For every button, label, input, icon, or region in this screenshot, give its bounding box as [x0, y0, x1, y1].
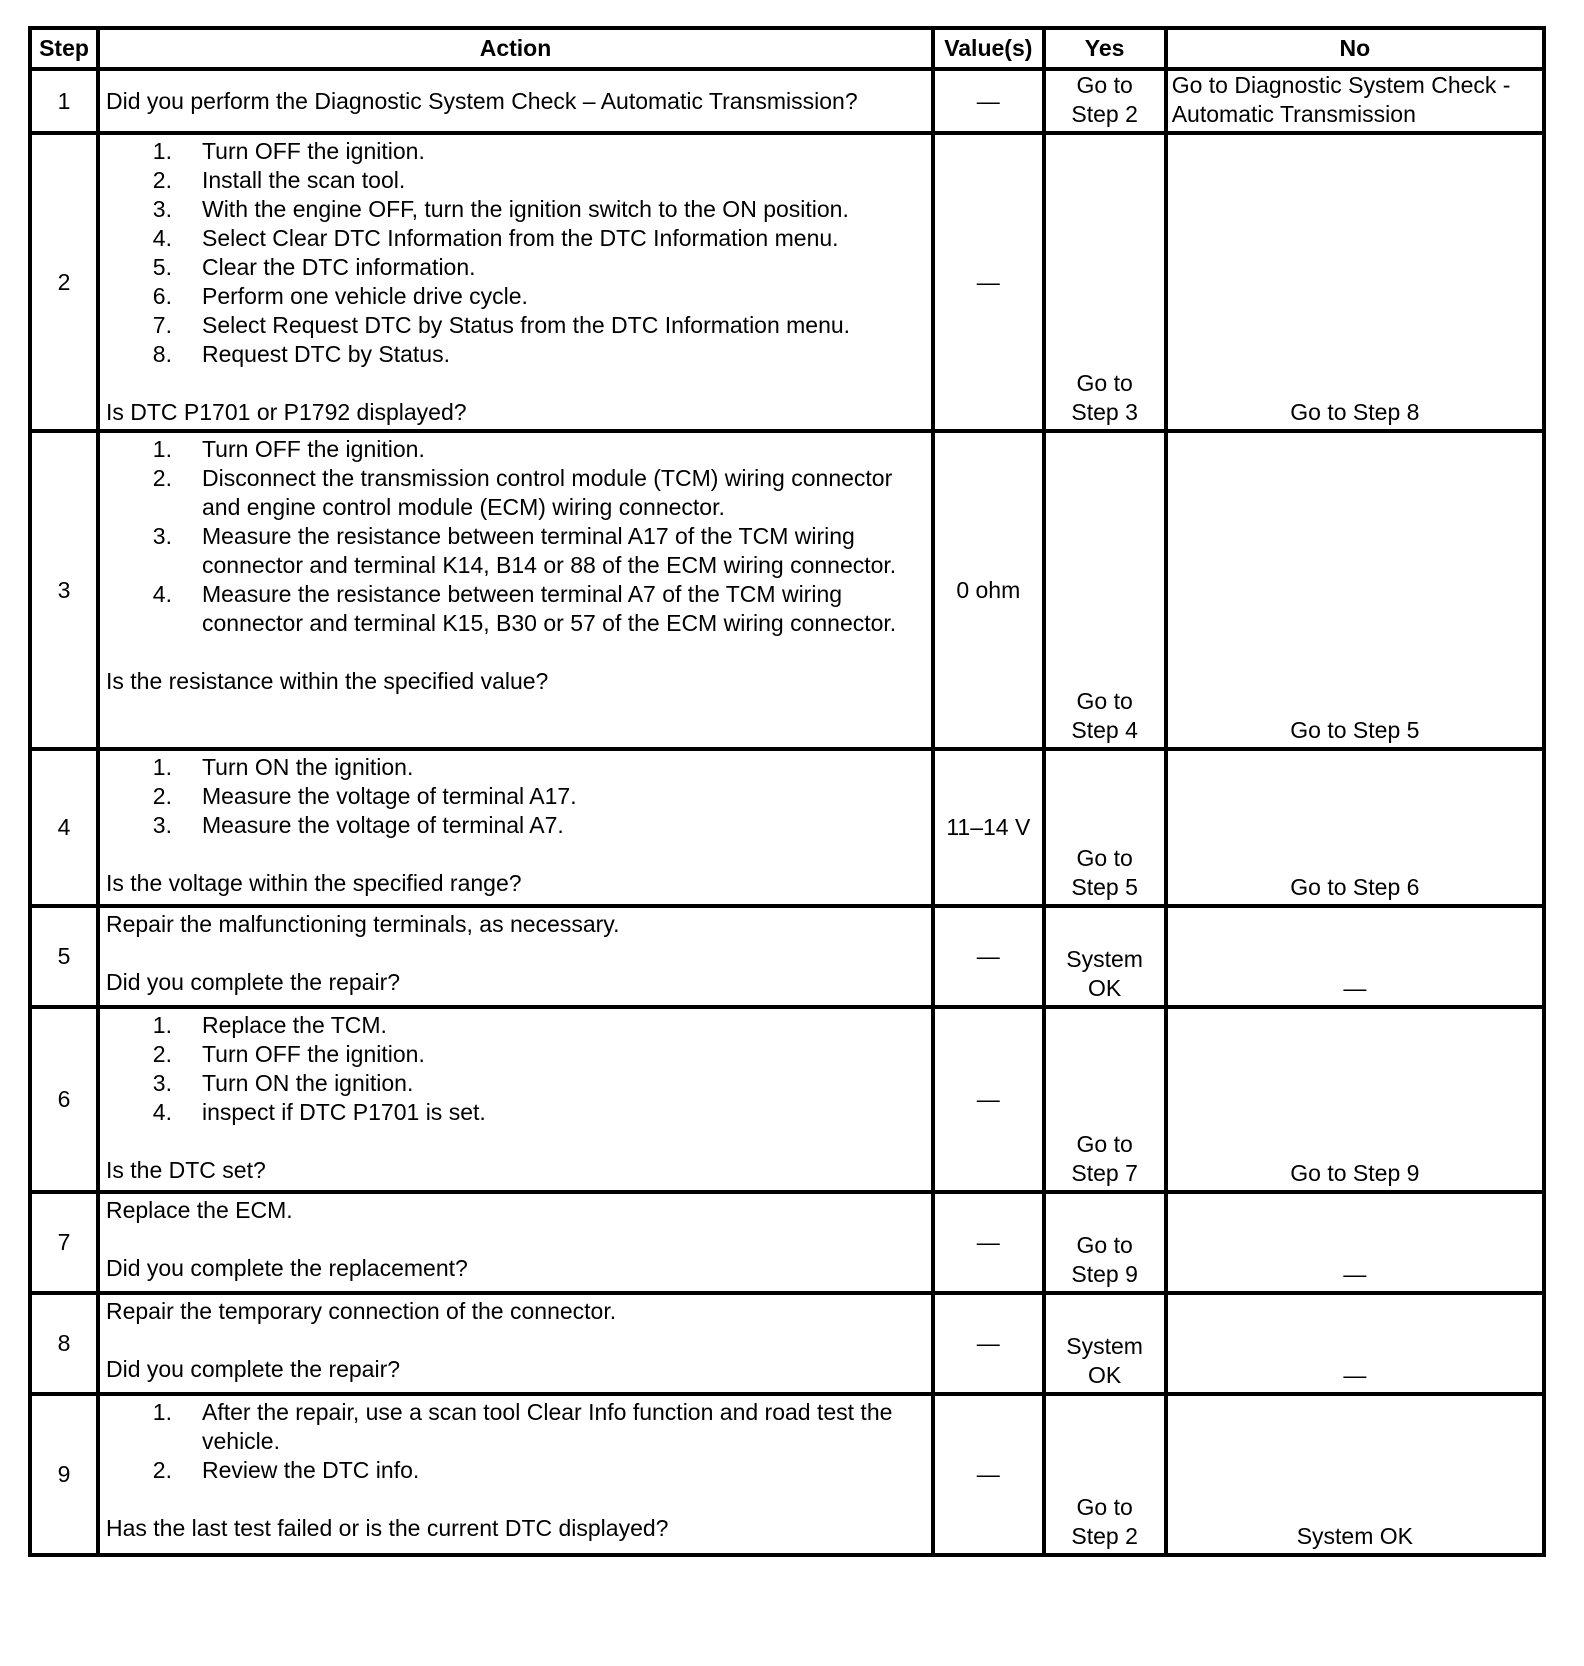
- list-item-text: Turn OFF the ignition.: [201, 436, 425, 462]
- action-question: Did you complete the replacement?: [105, 1255, 468, 1281]
- table-row: [30, 1394, 1544, 1555]
- action-cell: [98, 906, 933, 1007]
- yes-outcome-line: Step 5: [1071, 874, 1138, 900]
- no-outcome: System OK: [1166, 1394, 1544, 1555]
- list-item-text: Measure the resistance between terminal A17 of the TCM wiring connector and terminal K14, B14 or 88 of the ECM wiring connector.: [201, 523, 897, 578]
- list-item-text: Disconnect the transmission control module (TCM) wiring connector and engine control module (ECM) wiring connector.: [201, 465, 893, 520]
- action-question: Did you complete the repair?: [105, 1356, 401, 1382]
- yes-outcome: [1044, 1293, 1166, 1394]
- yes-outcome: [1044, 1007, 1166, 1192]
- action-steps-list: [106, 1398, 927, 1485]
- action-instruction: Repair the malfunctioning terminals, as necessary.: [105, 911, 620, 937]
- action-cell: [98, 69, 933, 133]
- action-instruction: Replace the ECM.: [105, 1197, 293, 1223]
- yes-outcome-line: OK: [1088, 975, 1122, 1001]
- list-item-number: 2.: [152, 1457, 172, 1483]
- list-item: [106, 1456, 927, 1485]
- list-item-number: 4.: [152, 1099, 172, 1125]
- action-spacer: [106, 1127, 927, 1156]
- list-item: [106, 753, 927, 782]
- list-item-number: 1.: [152, 754, 172, 780]
- list-item: [106, 166, 927, 195]
- action-question: Has the last test failed or is the current DTC displayed?: [105, 1515, 669, 1541]
- step-number: 5: [30, 906, 98, 1007]
- action-steps-list: [106, 753, 927, 840]
- diagnostic-table: [28, 26, 1546, 1557]
- list-item-text: Select Clear DTC Information from the DTC Information menu.: [201, 225, 839, 251]
- list-item: [106, 282, 927, 311]
- list-item-text: Install the scan tool.: [201, 167, 406, 193]
- action-cell: [98, 431, 933, 749]
- list-item-text: Replace the TCM.: [201, 1012, 387, 1038]
- header-step: Step: [30, 28, 98, 69]
- step-number: 3: [30, 431, 98, 749]
- list-item-text: Perform one vehicle drive cycle.: [201, 283, 528, 309]
- table-row: [30, 1192, 1544, 1293]
- table-body: [30, 69, 1544, 1555]
- action-spacer: [106, 1326, 927, 1355]
- list-item-number: 1.: [152, 1399, 172, 1425]
- list-item: [106, 224, 927, 253]
- no-outcome: —: [1166, 1293, 1544, 1394]
- list-item-text: Turn ON the ignition.: [201, 1070, 414, 1096]
- header-action: Action: [98, 28, 933, 69]
- list-item-number: 8.: [152, 341, 172, 367]
- table-row: [30, 69, 1544, 133]
- action-question: Is the resistance within the specified value?: [105, 668, 549, 694]
- list-item-number: 4.: [152, 225, 172, 251]
- list-item-number: 3.: [152, 812, 172, 838]
- header-values: Value(s): [933, 28, 1043, 69]
- value-cell: —: [933, 69, 1043, 133]
- list-item: [106, 1398, 927, 1456]
- step-number: 6: [30, 1007, 98, 1192]
- list-item-text: Review the DTC info.: [201, 1457, 420, 1483]
- value-cell: —: [933, 1293, 1043, 1394]
- yes-outcome-line: System: [1066, 1333, 1143, 1359]
- action-cell: [98, 1192, 933, 1293]
- yes-outcome: [1044, 133, 1166, 431]
- list-item: [106, 137, 927, 166]
- list-item: [106, 435, 927, 464]
- action-spacer: [106, 638, 927, 667]
- value-cell: —: [933, 1192, 1043, 1293]
- list-item-number: 1.: [152, 1012, 172, 1038]
- step-number: 8: [30, 1293, 98, 1394]
- step-number: 2: [30, 133, 98, 431]
- action-cell: [98, 749, 933, 906]
- list-item-number: 4.: [152, 581, 172, 607]
- list-item: [106, 311, 927, 340]
- yes-outcome-line: System: [1066, 946, 1143, 972]
- no-outcome: Go to Diagnostic System Check - Automatic Transmission: [1166, 69, 1544, 133]
- list-item-text: Request DTC by Status.: [201, 341, 450, 367]
- list-item-number: 1.: [152, 138, 172, 164]
- yes-outcome-line: Step 7: [1071, 1160, 1138, 1186]
- list-item-number: 3.: [152, 523, 172, 549]
- list-item: [106, 580, 927, 638]
- yes-outcome-line: OK: [1088, 1362, 1122, 1388]
- list-item-text: Measure the voltage of terminal A7.: [201, 812, 564, 838]
- value-cell: —: [933, 906, 1043, 1007]
- action-spacer: [106, 939, 927, 968]
- yes-outcome-line: Go to: [1076, 1131, 1133, 1157]
- yes-outcome-line: Go to: [1076, 688, 1133, 714]
- list-item: [106, 811, 927, 840]
- value-cell: 11–14 V: [933, 749, 1043, 906]
- no-outcome: Go to Step 6: [1166, 749, 1544, 906]
- step-number: 9: [30, 1394, 98, 1555]
- list-item-text: Measure the voltage of terminal A17.: [201, 783, 577, 809]
- list-item: [106, 1011, 927, 1040]
- yes-outcome-line: Step 2: [1071, 101, 1138, 127]
- action-question: Did you perform the Diagnostic System Check – Automatic Transmission?: [105, 87, 858, 114]
- action-spacer: [106, 369, 927, 398]
- value-cell: 0 ohm: [933, 431, 1043, 749]
- no-outcome: Go to Step 5: [1166, 431, 1544, 749]
- yes-outcome-line: Go to: [1076, 72, 1133, 98]
- list-item: [106, 340, 927, 369]
- action-cell: [98, 1293, 933, 1394]
- list-item-number: 1.: [152, 436, 172, 462]
- step-number: 1: [30, 69, 98, 133]
- yes-outcome-line: Go to: [1076, 1494, 1133, 1520]
- list-item-number: 5.: [152, 254, 172, 280]
- list-item: [106, 1040, 927, 1069]
- header-row: [30, 28, 1544, 69]
- yes-outcome: [1044, 1394, 1166, 1555]
- table-row: [30, 906, 1544, 1007]
- step-number: 4: [30, 749, 98, 906]
- list-item: [106, 253, 927, 282]
- action-cell: [98, 1394, 933, 1555]
- action-question: Is the DTC set?: [105, 1157, 266, 1183]
- yes-outcome-line: Step 9: [1071, 1261, 1138, 1287]
- action-question: Is DTC P1701 or P1792 displayed?: [105, 399, 467, 425]
- list-item-number: 2.: [152, 167, 172, 193]
- yes-outcome: [1044, 749, 1166, 906]
- yes-outcome-line: Step 2: [1071, 1523, 1138, 1549]
- action-steps-list: [106, 435, 927, 638]
- list-item: [106, 1069, 927, 1098]
- list-item-number: 6.: [152, 283, 172, 309]
- value-cell: —: [933, 1394, 1043, 1555]
- action-spacer: [106, 1225, 927, 1254]
- action-spacer: [106, 1485, 927, 1514]
- yes-outcome: [1044, 1192, 1166, 1293]
- list-item-number: 2.: [152, 1041, 172, 1067]
- list-item: [106, 464, 927, 522]
- no-outcome: Go to Step 8: [1166, 133, 1544, 431]
- table-row: [30, 749, 1544, 906]
- list-item: [106, 1098, 927, 1127]
- action-steps-list: [106, 1011, 927, 1127]
- action-cell: [98, 133, 933, 431]
- yes-outcome: [1044, 906, 1166, 1007]
- list-item-number: 2.: [152, 783, 172, 809]
- table-row: [30, 431, 1544, 749]
- list-item-text: With the engine OFF, turn the ignition switch to the ON position.: [201, 196, 849, 222]
- action-question: Is the voltage within the specified range?: [105, 870, 522, 896]
- no-outcome: —: [1166, 1192, 1544, 1293]
- list-item-number: 2.: [152, 465, 172, 491]
- header-no: No: [1166, 28, 1544, 69]
- list-item-number: 3.: [152, 1070, 172, 1096]
- table-row: [30, 1293, 1544, 1394]
- yes-outcome-line: Go to: [1076, 1232, 1133, 1258]
- yes-outcome-line: Step 4: [1071, 717, 1138, 743]
- header-yes: Yes: [1044, 28, 1166, 69]
- list-item-text: Turn ON the ignition.: [201, 754, 414, 780]
- action-cell: [98, 1007, 933, 1192]
- action-steps-list: [106, 137, 927, 369]
- no-outcome: —: [1166, 906, 1544, 1007]
- action-question: Did you complete the repair?: [105, 969, 401, 995]
- list-item-text: After the repair, use a scan tool Clear Info function and road test the vehicle.: [201, 1399, 893, 1454]
- list-item: [106, 782, 927, 811]
- list-item: [106, 522, 927, 580]
- list-item-number: 7.: [152, 312, 172, 338]
- action-spacer: [106, 840, 927, 869]
- list-item-text: Measure the resistance between terminal A7 of the TCM wiring connector and terminal K15, B30 or 57 of the ECM wiring connector.: [201, 581, 897, 636]
- step-number: 7: [30, 1192, 98, 1293]
- value-cell: —: [933, 1007, 1043, 1192]
- table-row: [30, 133, 1544, 431]
- yes-outcome-line: Go to: [1076, 370, 1133, 396]
- yes-outcome: [1044, 431, 1166, 749]
- list-item-number: 3.: [152, 196, 172, 222]
- value-cell: —: [933, 133, 1043, 431]
- yes-outcome: [1044, 69, 1166, 133]
- list-item: [106, 195, 927, 224]
- list-item-text: Select Request DTC by Status from the DTC Information menu.: [201, 312, 851, 338]
- list-item-text: Clear the DTC information.: [201, 254, 476, 280]
- no-outcome: Go to Step 9: [1166, 1007, 1544, 1192]
- yes-outcome-line: Go to: [1076, 845, 1133, 871]
- list-item-text: Turn OFF the ignition.: [201, 1041, 425, 1067]
- action-instruction: Repair the temporary connection of the connector.: [105, 1298, 617, 1324]
- table-row: [30, 1007, 1544, 1192]
- diagnostic-table-container: [28, 26, 1546, 1648]
- list-item-text: Turn OFF the ignition.: [201, 138, 425, 164]
- list-item-text: inspect if DTC P1701 is set.: [201, 1099, 486, 1125]
- yes-outcome-line: Step 3: [1071, 399, 1138, 425]
